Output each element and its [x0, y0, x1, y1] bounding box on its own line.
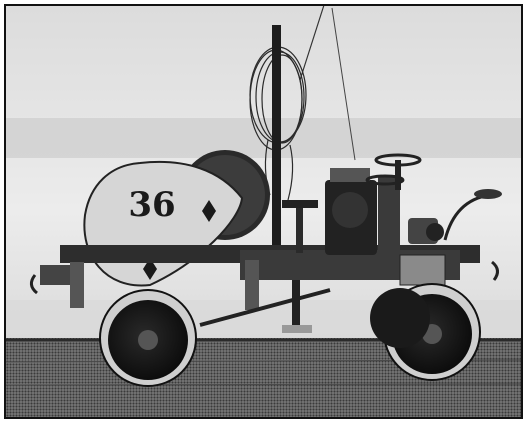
spring — [245, 260, 259, 310]
spring — [70, 262, 84, 308]
rear-housing — [400, 255, 445, 285]
wheel-rear-far — [370, 288, 430, 348]
seat — [282, 200, 318, 208]
car-number: 36 — [128, 185, 176, 225]
center-post — [292, 280, 300, 330]
wheel-front — [100, 290, 196, 386]
seat-post — [296, 208, 303, 253]
mast — [272, 25, 281, 255]
engine-cover — [330, 168, 370, 182]
backdrop-shadow-band — [5, 118, 522, 158]
